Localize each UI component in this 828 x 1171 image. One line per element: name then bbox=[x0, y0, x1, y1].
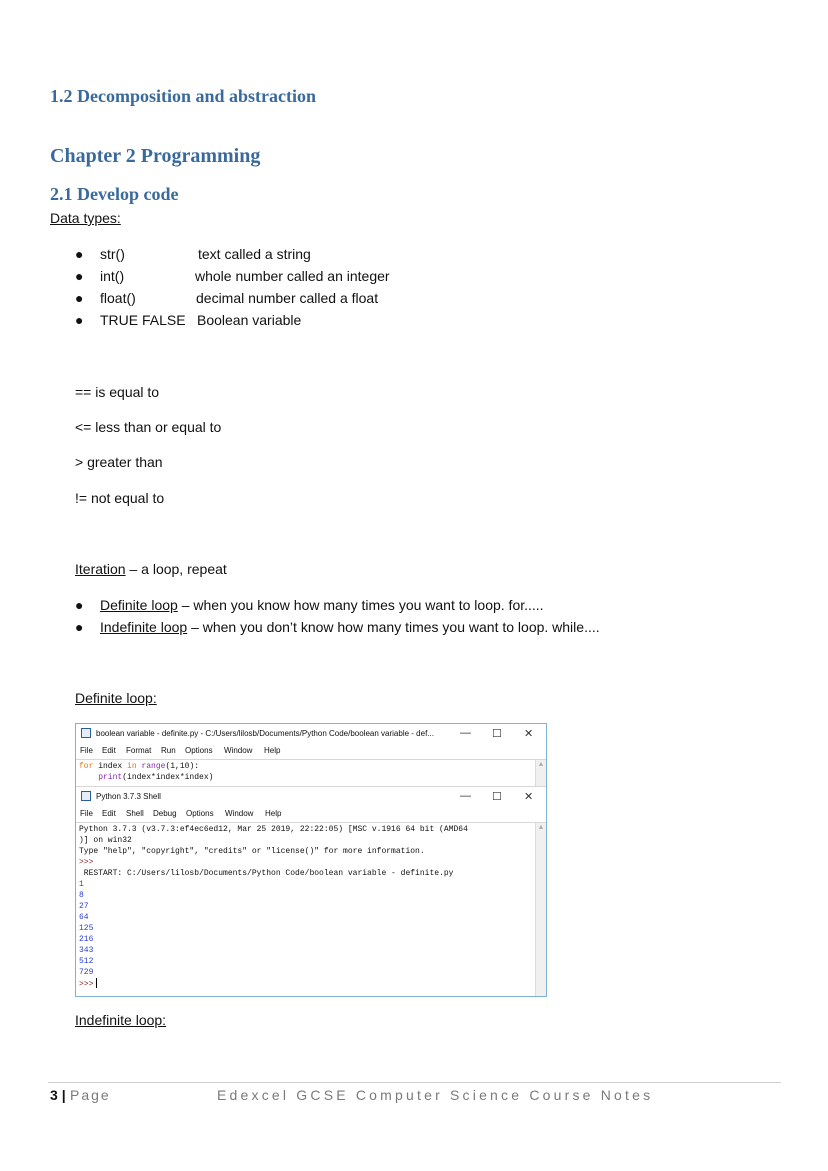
subsection-heading: 2.1 Develop code bbox=[50, 184, 179, 204]
close-icon[interactable]: ✕ bbox=[524, 728, 534, 740]
bullet-icon: ● bbox=[75, 597, 84, 613]
menu-options[interactable]: Options bbox=[186, 809, 214, 818]
code-token: (index*index*index) bbox=[122, 773, 214, 782]
indefinite-loop-label: Indefinite loop: bbox=[75, 1012, 167, 1028]
loop-term: Definite loop bbox=[100, 597, 178, 613]
code-token: in bbox=[127, 762, 137, 771]
loop-desc: – when you don’t know how many times you want to loop. while.... bbox=[187, 619, 600, 635]
code-token: index bbox=[93, 762, 128, 771]
shell-banner: Type "help", "copyright", "credits" or "license()" for more information. bbox=[79, 847, 425, 856]
loop-desc: – when you know how many times you want to loop. for..... bbox=[177, 597, 544, 613]
shell-output-line: 8 bbox=[79, 891, 84, 900]
editor-menubar bbox=[76, 744, 546, 759]
bullet-icon: ● bbox=[75, 312, 84, 328]
menu-help[interactable]: Help bbox=[265, 809, 282, 818]
menu-debug[interactable]: Debug bbox=[153, 809, 177, 818]
editor-titlebar bbox=[76, 724, 546, 744]
minimize-icon[interactable]: — bbox=[460, 727, 471, 739]
page-number bbox=[50, 1087, 66, 1103]
code-token: print bbox=[98, 773, 123, 782]
shell-output-line: 343 bbox=[79, 946, 94, 955]
minimize-icon[interactable]: — bbox=[460, 790, 471, 802]
shell-banner: )] on win32 bbox=[79, 836, 132, 845]
type-desc: Boolean variable bbox=[197, 312, 302, 328]
shell-titlebar bbox=[76, 787, 546, 807]
python-shell-icon bbox=[81, 791, 91, 801]
type-desc: decimal number called a float bbox=[196, 290, 379, 306]
bullet-icon: ● bbox=[75, 268, 84, 284]
operator-line: > greater than bbox=[75, 454, 163, 470]
list-item bbox=[75, 312, 475, 334]
shell-final-prompt: >>> bbox=[79, 980, 94, 989]
idle-screenshot bbox=[75, 723, 547, 997]
list-item bbox=[75, 290, 475, 312]
type-name: int() bbox=[100, 268, 125, 284]
page-number-value: 3 bbox=[50, 1087, 58, 1103]
menu-options[interactable]: Options bbox=[185, 746, 213, 755]
iteration-term: Iteration bbox=[75, 561, 126, 577]
code-editor[interactable] bbox=[76, 759, 546, 787]
bullet-icon: ● bbox=[75, 290, 84, 306]
shell-output[interactable] bbox=[76, 822, 546, 997]
shell-menubar bbox=[76, 807, 546, 822]
type-name: TRUE FALSE bbox=[100, 312, 186, 328]
menu-file[interactable]: File bbox=[80, 746, 93, 755]
menu-run[interactable]: Run bbox=[161, 746, 176, 755]
shell-output-line: 64 bbox=[79, 913, 89, 922]
footer-course-title: Edexcel GCSE Computer Science Course Notes bbox=[217, 1087, 654, 1103]
editor-scrollbar[interactable]: ▲ bbox=[535, 760, 546, 786]
shell-title: Python 3.7.3 Shell bbox=[96, 792, 161, 801]
chapter-heading: Chapter 2 Programming bbox=[50, 145, 261, 167]
type-desc: whole number called an integer bbox=[195, 268, 390, 284]
shell-output-line: 216 bbox=[79, 935, 94, 944]
type-name: float() bbox=[100, 290, 136, 306]
shell-output-line: 1 bbox=[79, 880, 84, 889]
bullet-icon: ● bbox=[75, 246, 84, 262]
menu-file[interactable]: File bbox=[80, 809, 93, 818]
menu-window[interactable]: Window bbox=[225, 809, 254, 818]
footer-separator: | bbox=[61, 1087, 66, 1103]
loop-term: Indefinite loop bbox=[100, 619, 188, 635]
menu-window[interactable]: Window bbox=[224, 746, 253, 755]
shell-prompt: >>> bbox=[79, 858, 94, 867]
iteration-desc: – a loop, repeat bbox=[125, 561, 227, 577]
code-token: for bbox=[79, 762, 94, 771]
list-item bbox=[75, 246, 475, 268]
page-label: Page bbox=[70, 1087, 111, 1103]
definite-loop-label: Definite loop: bbox=[75, 690, 157, 706]
python-file-icon bbox=[81, 728, 91, 738]
code-token: range bbox=[141, 762, 166, 771]
maximize-icon[interactable]: ☐ bbox=[492, 791, 502, 803]
menu-shell[interactable]: Shell bbox=[126, 809, 144, 818]
menu-format[interactable]: Format bbox=[126, 746, 152, 755]
text-cursor bbox=[96, 978, 97, 988]
loop-text bbox=[100, 619, 600, 635]
shell-output-line: 27 bbox=[79, 902, 89, 911]
type-name: str() bbox=[100, 246, 125, 262]
maximize-icon[interactable]: ☐ bbox=[492, 728, 502, 740]
menu-edit[interactable]: Edit bbox=[102, 746, 116, 755]
menu-help[interactable]: Help bbox=[264, 746, 281, 755]
code-token bbox=[79, 773, 98, 782]
code-token: (1,10): bbox=[165, 762, 200, 771]
editor-title: boolean variable - definite.py - C:/Users/lilosb/Documents/Python Code/boolean variable - def... bbox=[96, 729, 434, 738]
footer-divider bbox=[48, 1082, 781, 1083]
section-heading: 1.2 Decomposition and abstraction bbox=[50, 86, 317, 106]
bullet-icon: ● bbox=[75, 619, 84, 635]
shell-banner: Python 3.7.3 (v3.7.3:ef4ec6ed12, Mar 25 2019, 22:22:05) [MSC v.1916 64 bit (AMD64 bbox=[79, 825, 468, 834]
type-desc: text called a string bbox=[198, 246, 311, 262]
operator-line: == is equal to bbox=[75, 384, 160, 400]
list-item bbox=[75, 268, 475, 290]
operator-line: <= less than or equal to bbox=[75, 419, 222, 435]
shell-output-line: 125 bbox=[79, 924, 94, 933]
shell-output-line: 512 bbox=[79, 957, 94, 966]
menu-edit[interactable]: Edit bbox=[102, 809, 116, 818]
operator-line: != not equal to bbox=[75, 490, 165, 506]
close-icon[interactable]: ✕ bbox=[524, 791, 534, 803]
shell-restart: RESTART: C:/Users/lilosb/Documents/Python Code/boolean variable - definite.py bbox=[79, 869, 454, 878]
loop-text bbox=[100, 597, 544, 613]
iteration-line bbox=[75, 561, 227, 577]
shell-output-line: 729 bbox=[79, 968, 94, 977]
shell-final-prompt-line bbox=[79, 978, 468, 989]
code-text bbox=[79, 761, 213, 783]
data-types-label: Data types: bbox=[50, 210, 121, 226]
shell-scrollbar[interactable]: ▲ bbox=[535, 823, 546, 997]
